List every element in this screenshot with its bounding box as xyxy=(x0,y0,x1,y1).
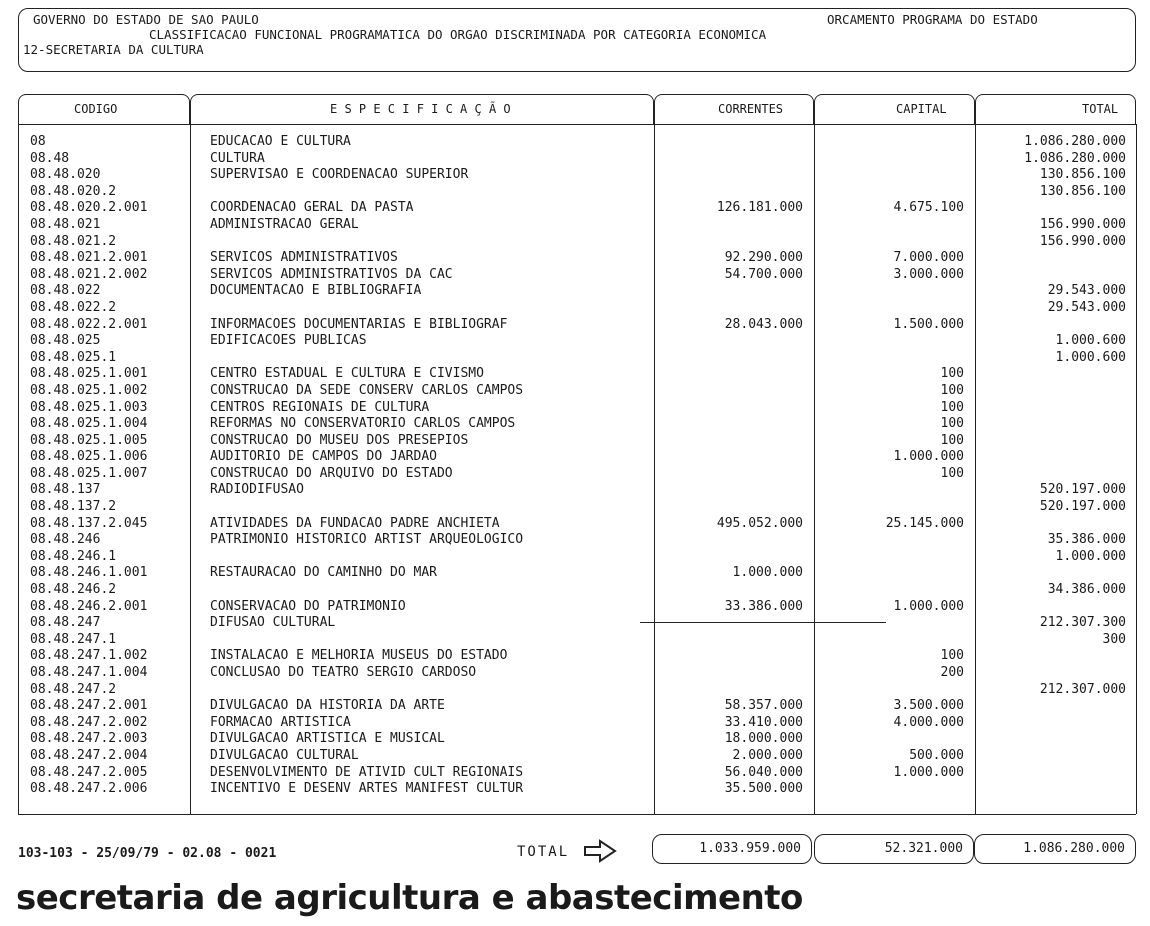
column-header-total: TOTAL xyxy=(1082,102,1119,116)
table-row xyxy=(0,698,1150,715)
row-capital: 3.000.000 xyxy=(893,266,964,282)
row-code: 08.48.247.1.002 xyxy=(30,648,148,664)
classification-title: CLASSIFICACAO FUNCIONAL PROGRAMATICA DO ORGAO DISCRIMINADA POR CATEGORIA ECONOMICA xyxy=(149,27,767,42)
row-total: 1.086.280.000 xyxy=(1024,134,1126,149)
row-code: 08.48.025.1.003 xyxy=(30,399,148,415)
row-capital: 500.000 xyxy=(909,747,964,763)
row-specification: CONSERVACAO DO PATRIMONIO xyxy=(210,598,406,614)
row-capital: 100 xyxy=(940,382,964,398)
row-code: 08.48.025.1.002 xyxy=(30,382,148,398)
row-code: 08.48.247.2.006 xyxy=(30,781,148,797)
row-code: 08.48.021.2.001 xyxy=(30,250,148,266)
table-row xyxy=(0,599,1150,616)
table-row xyxy=(0,648,1150,665)
row-code: 08.48.020 xyxy=(30,167,101,183)
row-code: 08.48.246.1 xyxy=(30,548,117,564)
row-code: 08.48.137.2 xyxy=(30,499,117,515)
table-row xyxy=(0,433,1150,450)
row-total: 212.307.300 xyxy=(1039,615,1126,631)
row-specification: ADMINISTRACAO GERAL xyxy=(210,216,359,232)
table-row xyxy=(0,366,1150,383)
government-title: GOVERNO DO ESTADO DE SAO PAULO xyxy=(33,12,259,27)
row-capital: 4.000.000 xyxy=(893,714,964,730)
row-correntes: 495.052.000 xyxy=(716,515,803,531)
column-header-codigo: CODIGO xyxy=(74,102,118,116)
row-capital: 100 xyxy=(940,465,964,481)
row-correntes: 54.700.000 xyxy=(724,266,803,282)
table-bottom-border xyxy=(18,814,1136,815)
row-specification: CULTURA xyxy=(210,150,265,166)
row-capital: 100 xyxy=(940,366,964,382)
table-row xyxy=(0,184,1150,201)
row-code: 08.48.246.2 xyxy=(30,582,117,598)
row-total: 520.197.000 xyxy=(1039,482,1126,498)
row-code: 08 xyxy=(30,134,46,149)
row-specification: DIVULGACAO DA HISTORIA DA ARTE xyxy=(210,698,445,714)
row-code: 08.48.137 xyxy=(30,482,101,498)
row-capital: 100 xyxy=(940,432,964,448)
row-specification: DIVULGACAO CULTURAL xyxy=(210,747,359,763)
row-code: 08.48.246.1.001 xyxy=(30,565,148,581)
table-row xyxy=(0,549,1150,566)
row-correntes: 1.000.000 xyxy=(732,565,803,581)
table-row xyxy=(0,765,1150,782)
row-correntes: 2.000.000 xyxy=(732,747,803,763)
row-capital: 200 xyxy=(940,665,964,680)
table-row xyxy=(0,217,1150,234)
row-total: 156.990.000 xyxy=(1039,216,1126,232)
row-code: 08.48.025.1 xyxy=(30,349,117,365)
row-code: 08.48.025.1.005 xyxy=(30,432,148,448)
table-row xyxy=(0,134,1150,151)
budget-table-body xyxy=(0,134,1150,798)
table-row xyxy=(0,615,1150,632)
table-row xyxy=(0,400,1150,417)
row-capital: 1.000.000 xyxy=(893,449,964,465)
row-code: 08.48.020.2.001 xyxy=(30,200,148,216)
row-code: 08.48.021.2 xyxy=(30,233,117,249)
row-correntes: 18.000.000 xyxy=(724,731,803,747)
row-total: 29.543.000 xyxy=(1047,299,1126,315)
arrow-right-icon xyxy=(582,838,618,864)
row-code: 08.48.137.2.045 xyxy=(30,515,148,531)
row-correntes: 92.290.000 xyxy=(724,250,803,266)
row-specification: SERVICOS ADMINISTRATIVOS DA CAC xyxy=(210,266,453,282)
row-capital: 100 xyxy=(940,399,964,415)
table-row xyxy=(0,151,1150,168)
organ-title: 12-SECRETARIA DA CULTURA xyxy=(23,42,204,57)
table-row xyxy=(0,250,1150,267)
row-code: 08.48.247.2 xyxy=(30,681,117,697)
row-code: 08.48.025.1.001 xyxy=(30,366,148,382)
row-capital: 3.500.000 xyxy=(893,698,964,714)
total-capital: 52.321.000 xyxy=(814,834,974,864)
table-row xyxy=(0,350,1150,367)
row-capital: 4.675.100 xyxy=(893,200,964,216)
row-specification: CONCLUSAO DO TEATRO SERGIO CARDOSO xyxy=(210,665,477,680)
row-total: 1.000.000 xyxy=(1055,548,1126,564)
row-specification: CONSTRUCAO DA SEDE CONSERV CARLOS CAMPOS xyxy=(210,382,524,398)
report-header xyxy=(18,8,1136,72)
row-total: 156.990.000 xyxy=(1039,233,1126,249)
row-capital: 7.000.000 xyxy=(893,250,964,266)
table-row xyxy=(0,383,1150,400)
row-specification: CONSTRUCAO DO MUSEU DOS PRESEPIOS xyxy=(210,432,469,448)
row-specification: CONSTRUCAO DO ARQUIVO DO ESTADO xyxy=(210,465,453,481)
row-code: 08.48.247.1.004 xyxy=(30,665,148,680)
row-specification: DESENVOLVIMENTO DE ATIVID CULT REGIONAIS xyxy=(210,764,524,780)
total-label: TOTAL xyxy=(517,844,570,860)
row-correntes: 33.410.000 xyxy=(724,714,803,730)
row-code: 08.48.020.2 xyxy=(30,183,117,199)
row-specification: ATIVIDADES DA FUNDACAO PADRE ANCHIETA xyxy=(210,515,500,531)
row-code: 08.48.247 xyxy=(30,615,101,631)
row-total: 520.197.000 xyxy=(1039,499,1126,515)
row-code: 08.48.022.2 xyxy=(30,299,117,315)
row-correntes: 33.386.000 xyxy=(724,598,803,614)
table-header-divider xyxy=(18,124,1136,125)
row-specification: CENTRO ESTADUAL E CULTURA E CIVISMO xyxy=(210,366,484,382)
table-row xyxy=(0,300,1150,317)
document-reference: 103-103 - 25/09/79 - 02.08 - 0021 xyxy=(18,846,277,861)
table-row xyxy=(0,416,1150,433)
row-specification: AUDITORIO DE CAMPOS DO JARDAO xyxy=(210,449,437,465)
table-row xyxy=(0,167,1150,184)
row-specification: COORDENACAO GERAL DA PASTA xyxy=(210,200,414,216)
row-total: 212.307.000 xyxy=(1039,681,1126,697)
row-specification: INFORMACOES DOCUMENTARIAS E BIBLIOGRAF xyxy=(210,316,508,332)
table-row xyxy=(0,682,1150,699)
row-specification: EDIFICACOES PUBLICAS xyxy=(210,333,367,349)
row-code: 08.48.021 xyxy=(30,216,101,232)
row-specification: FORMACAO ARTISTICA xyxy=(210,714,351,730)
row-specification: RADIODIFUSAO xyxy=(210,482,304,498)
row-specification: INCENTIVO E DESENV ARTES MANIFEST CULTUR xyxy=(210,781,524,797)
table-row xyxy=(0,582,1150,599)
next-section-caption: secretaria de agricultura e abastecimento xyxy=(16,878,803,918)
row-capital: 1.000.000 xyxy=(893,764,964,780)
row-code: 08.48.025 xyxy=(30,333,101,349)
row-capital: 25.145.000 xyxy=(885,515,964,531)
row-specification: PATRIMONIO HISTORICO ARTIST ARQUEOLOGICO xyxy=(210,532,524,548)
row-code: 08.48.247.2.002 xyxy=(30,714,148,730)
column-header-box-capital xyxy=(814,94,975,124)
row-specification: REFORMAS NO CONSERVATORIO CARLOS CAMPOS xyxy=(210,416,516,432)
row-capital: 1.500.000 xyxy=(893,316,964,332)
row-correntes: 126.181.000 xyxy=(716,200,803,216)
row-code: 08.48.247.2.003 xyxy=(30,731,148,747)
row-code: 08.48.025.1.007 xyxy=(30,465,148,481)
row-capital: 1.000.000 xyxy=(893,598,964,614)
table-row xyxy=(0,632,1150,649)
row-total: 130.856.100 xyxy=(1039,167,1126,183)
table-row xyxy=(0,466,1150,483)
row-capital: 100 xyxy=(940,416,964,432)
row-total: 1.000.600 xyxy=(1055,333,1126,349)
column-header-correntes: CORRENTES xyxy=(718,102,784,116)
table-row xyxy=(0,748,1150,765)
row-code: 08.48.025.1.006 xyxy=(30,449,148,465)
table-row xyxy=(0,449,1150,466)
row-code: 08.48.025.1.004 xyxy=(30,416,148,432)
row-code: 08.48.246 xyxy=(30,532,101,548)
row-code: 08.48.022 xyxy=(30,283,101,299)
table-row xyxy=(0,283,1150,300)
row-total: 34.386.000 xyxy=(1047,582,1126,598)
row-specification: SUPERVISAO E COORDENACAO SUPERIOR xyxy=(210,167,469,183)
row-specification: DOCUMENTACAO E BIBLIOGRAFIA xyxy=(210,283,422,299)
row-code: 08.48.247.2.001 xyxy=(30,698,148,714)
row-specification: EDUCACAO E CULTURA xyxy=(210,134,351,149)
row-code: 08.48.021.2.002 xyxy=(30,266,148,282)
table-row xyxy=(0,317,1150,334)
row-code: 08.48.247.1 xyxy=(30,631,117,647)
row-code: 08.48 xyxy=(30,150,70,166)
grand-total: 1.086.280.000 xyxy=(974,834,1136,864)
row-total: 1.086.280.000 xyxy=(1024,150,1126,166)
row-total: 29.543.000 xyxy=(1047,283,1126,299)
row-specification: INSTALACAO E MELHORIA MUSEUS DO ESTADO xyxy=(210,648,508,664)
budget-title: ORCAMENTO PROGRAMA DO ESTADO xyxy=(827,12,1038,27)
row-total: 130.856.100 xyxy=(1039,183,1126,199)
row-code: 08.48.022.2.001 xyxy=(30,316,148,332)
table-row xyxy=(0,499,1150,516)
table-row xyxy=(0,532,1150,549)
row-total: 300 xyxy=(1102,631,1126,647)
table-row xyxy=(0,781,1150,798)
table-row xyxy=(0,715,1150,732)
row-specification: RESTAURACAO DO CAMINHO DO MAR xyxy=(210,565,437,581)
table-row xyxy=(0,234,1150,251)
row-correntes: 28.043.000 xyxy=(724,316,803,332)
row-total: 35.386.000 xyxy=(1047,532,1126,548)
table-row xyxy=(0,665,1150,682)
table-row xyxy=(0,333,1150,350)
row-correntes: 58.357.000 xyxy=(724,698,803,714)
table-row xyxy=(0,482,1150,499)
table-row xyxy=(0,731,1150,748)
table-row xyxy=(0,267,1150,284)
row-total: 1.000.600 xyxy=(1055,349,1126,365)
row-correntes: 56.040.000 xyxy=(724,764,803,780)
table-row xyxy=(0,565,1150,582)
table-row xyxy=(0,516,1150,533)
row-correntes: 35.500.000 xyxy=(724,781,803,797)
row-capital: 100 xyxy=(940,648,964,664)
column-header-especificacao: E S P E C I F I C A Ç Ã O xyxy=(330,102,511,116)
row-specification: DIVULGACAO ARTISTICA E MUSICAL xyxy=(210,731,445,747)
row-code: 08.48.247.2.004 xyxy=(30,747,148,763)
row-code: 08.48.247.2.005 xyxy=(30,764,148,780)
column-header-capital: CAPITAL xyxy=(896,102,947,116)
row-specification: DIFUSAO CULTURAL xyxy=(210,615,336,631)
total-correntes: 1.033.959.000 xyxy=(652,834,812,864)
row-specification: CENTROS REGIONAIS DE CULTURA xyxy=(210,399,430,415)
row-specification: SERVICOS ADMINISTRATIVOS xyxy=(210,250,398,266)
row-code: 08.48.246.2.001 xyxy=(30,598,148,614)
table-row xyxy=(0,200,1150,217)
